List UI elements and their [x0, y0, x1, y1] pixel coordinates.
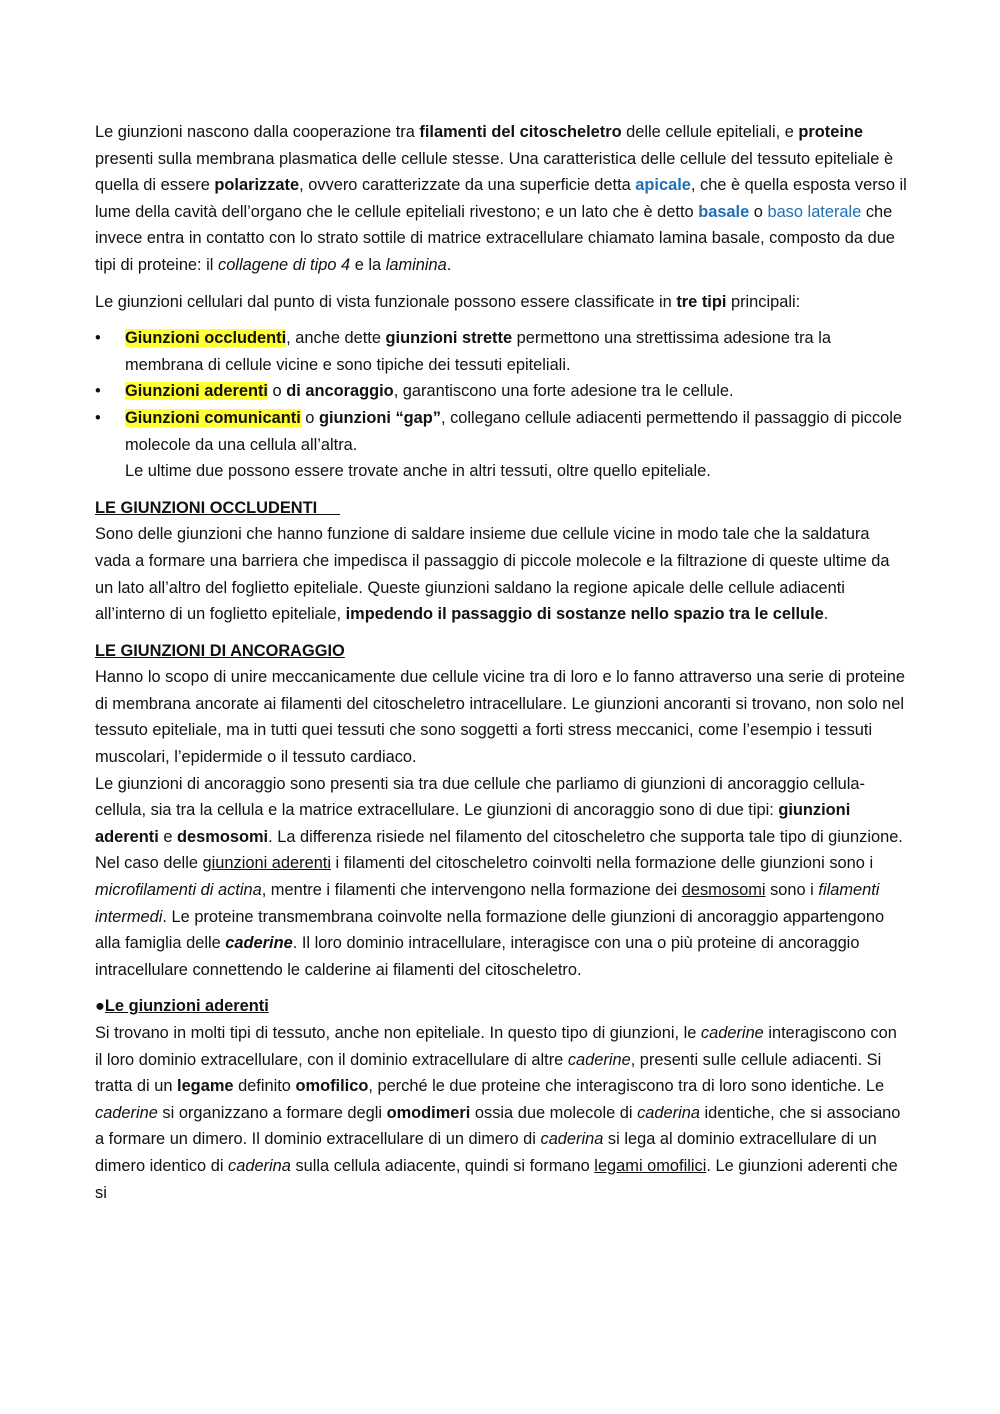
list-item: [95, 378, 907, 405]
list-note: [95, 458, 907, 485]
occludenti-paragraph: [95, 521, 907, 627]
bold-term: desmosomi: [177, 827, 269, 846]
text: interagiscono con il loro dominio extracellulare, con il dominio extracellulare di altre: [95, 1024, 897, 1069]
bold-term: filamenti del citoscheletro: [419, 123, 622, 141]
section-heading-occludenti: LE GIUNZIONI OCCLUDENTI: [95, 498, 340, 517]
underlined-term: legami omofilici: [594, 1156, 707, 1175]
text: . Il loro dominio intracellulare, interagisce con una o più proteine di ancoraggio intracellulare connettendo le calderine ai filamenti del citoscheletro.: [95, 934, 860, 979]
text: , mentre i filamenti che intervengono nella formazione dei: [261, 881, 682, 900]
text: definito: [233, 1077, 296, 1096]
ancoraggio-paragraph-2: [95, 771, 907, 984]
text: ossia due molecole di: [470, 1103, 638, 1122]
italic-term: collagene di tipo 4: [218, 255, 351, 274]
text: identiche, che si associano a formare un dimero. Il dominio extracellulare di un dimero di: [95, 1103, 901, 1149]
text: delle cellule epiteliali, e: [621, 123, 799, 141]
italic-term: laminina: [385, 255, 447, 274]
intro-paragraph: [95, 119, 907, 279]
text: che invece entra in contatto con lo strato sottile di matrice extracellulare chiamato lamina basale, composto da due tipi di proteine: il: [95, 202, 895, 274]
term-baso-laterale: baso laterale: [767, 202, 862, 221]
text: . La differenza risiede nel filamento del citoscheletro che supporta tale tipo di giunzione. Nel caso delle: [95, 827, 903, 873]
text: , ovvero caratterizzate da una superficie detta: [299, 176, 636, 195]
text: . Le giunzioni aderenti che si: [95, 1156, 898, 1202]
text: , collegano cellule adiacenti permettendo il passaggio di piccole molecole da una cellula all’altra.: [125, 408, 903, 454]
highlighted-term: Giunzioni aderenti: [125, 382, 268, 401]
text: Le giunzioni di ancoraggio sono presenti sia tra due cellule che parliamo di giunzioni di ancoraggio cellula-cellula, sia tra la cellula e la matrice extracellulare. Le giunzioni di ancoraggio sono di due tipi:: [95, 774, 865, 820]
highlighted-term: Giunzioni comunicanti: [125, 408, 301, 427]
bold-term: omofilico: [295, 1077, 369, 1096]
text: Le giunzioni nascono dalla cooperazione tra: [95, 123, 420, 141]
bullet-icon: •: [95, 329, 101, 348]
italic-term: caderina: [540, 1130, 604, 1149]
text: , presenti sulle cellule adiacenti. Si tratta di un: [95, 1050, 882, 1096]
italic-term: microfilamenti di actina: [95, 881, 262, 900]
italic-term: caderina: [228, 1156, 291, 1175]
bold-term: polarizzate: [214, 176, 300, 195]
text: si organizzano a formare degli: [157, 1103, 387, 1122]
term-apicale: apicale: [635, 176, 691, 195]
bold-italic-term: caderine: [225, 934, 293, 953]
text: o: [749, 202, 768, 221]
bold-term: di ancoraggio: [286, 382, 394, 401]
text: , perché le due proteine che interagiscono tra di loro sono identiche. Le: [368, 1077, 885, 1096]
subsection-heading-aderenti: [95, 993, 907, 1020]
italic-term: caderine: [700, 1024, 764, 1042]
bold-term: omodimeri: [386, 1103, 471, 1122]
text: sono i: [765, 881, 819, 900]
text: , anche dette: [286, 329, 386, 348]
text: .: [446, 255, 452, 274]
junction-types-list: [95, 325, 907, 485]
italic-term: caderina: [637, 1103, 700, 1122]
text: e: [158, 827, 177, 846]
text: Le ultime due possono essere trovate anche in altri tessuti, oltre quello epiteliale.: [125, 462, 711, 481]
section-heading-ancoraggio: LE GIUNZIONI DI ANCORAGGIO: [95, 641, 345, 660]
highlighted-term: Giunzioni occludenti: [125, 329, 287, 348]
bold-term: giunzioni strette: [385, 329, 513, 348]
bold-term: proteine: [798, 123, 864, 141]
text: o: [267, 382, 287, 401]
subsection-title: Le giunzioni aderenti: [104, 997, 269, 1016]
text: .: [823, 605, 829, 624]
list-item: [95, 405, 907, 458]
bold-term: giunzioni “gap”: [318, 408, 441, 427]
text: permettono una strettissima adesione tra la membrana di cellule vicine e sono tipiche dei tessuti epiteliali.: [125, 329, 831, 374]
term-basale: basale: [698, 202, 750, 221]
bold-term: tre tipi: [676, 292, 727, 311]
text: Si trovano in molti tipi di tessuto, anche non epiteliale. In questo tipo di giunzioni, le: [95, 1024, 701, 1042]
bold-term: impedendo il passaggio di sostanze nello spazio tra le cellule: [345, 605, 824, 624]
bullet-icon: •: [95, 408, 101, 427]
bullet-icon: •: [95, 382, 101, 401]
list-item: [95, 325, 907, 378]
italic-term: caderine: [95, 1103, 158, 1122]
text: Sono delle giunzioni che hanno funzione di saldare insieme due cellule vicine in modo tale che la saldatura vada a formare una barriera che impedisca il passaggio di piccole molecole e la filtrazione di queste ultime da un lato all’altro del foglietto epiteliale. Queste giunzioni saldano la regione apicale delle cellule adiacenti all’interno di un foglietto epiteliale,: [95, 525, 890, 624]
underlined-term: giunzioni aderenti: [202, 854, 331, 873]
bold-term: giunzioni aderenti: [95, 801, 851, 846]
text: o: [300, 408, 319, 427]
bold-term: legame: [177, 1077, 234, 1096]
italic-term: filamenti intermedi: [95, 881, 880, 926]
text: , garantiscono una forte adesione tra le cellule.: [393, 382, 734, 401]
text: si lega al dominio extracellulare di un dimero identico di: [95, 1130, 877, 1175]
document-page: [95, 119, 907, 1206]
text: presenti sulla membrana plasmatica delle cellule stesse. Una caratteristica delle cellule del tessuto epiteliale è quella di essere: [95, 149, 894, 195]
bullet-icon: ●: [95, 997, 105, 1016]
ancoraggio-paragraph-1: Hanno lo scopo di unire meccanicamente due cellule vicine tra di loro e lo fanno attraverso una serie di proteine di membrana ancorate ai filamenti del citoscheletro intracellulare. Le giunzioni ancoranti si trovano, non solo nel tessuto epiteliale, ma in tutti quei tessuti che sono soggetti a forti stress meccanici, come l’esempio i tessuti muscolari, l’epidermide o il tessuto cardiaco.: [95, 668, 905, 767]
text: principali:: [726, 292, 801, 311]
text: . Le proteine transmembrana coinvolte nella formazione delle giunzioni di ancoraggio appartengono alla famiglia delle: [95, 907, 885, 953]
italic-term: caderine: [567, 1050, 631, 1069]
text: e la: [350, 255, 386, 274]
text: , che è quella esposta verso il lume della cavità dell’organo che le cellule epiteliali rivestono; e un lato che è detto: [95, 176, 907, 221]
classification-paragraph: [95, 289, 907, 316]
text: i filamenti del citoscheletro coinvolti nella formazione delle giunzioni sono i: [331, 854, 874, 873]
text: sulla cellula adiacente, quindi si formano: [290, 1156, 595, 1175]
aderenti-paragraph: [95, 1020, 907, 1206]
text: Le giunzioni cellulari dal punto di vista funzionale possono essere classificate in: [95, 292, 677, 311]
underlined-term: desmosomi: [681, 881, 766, 900]
